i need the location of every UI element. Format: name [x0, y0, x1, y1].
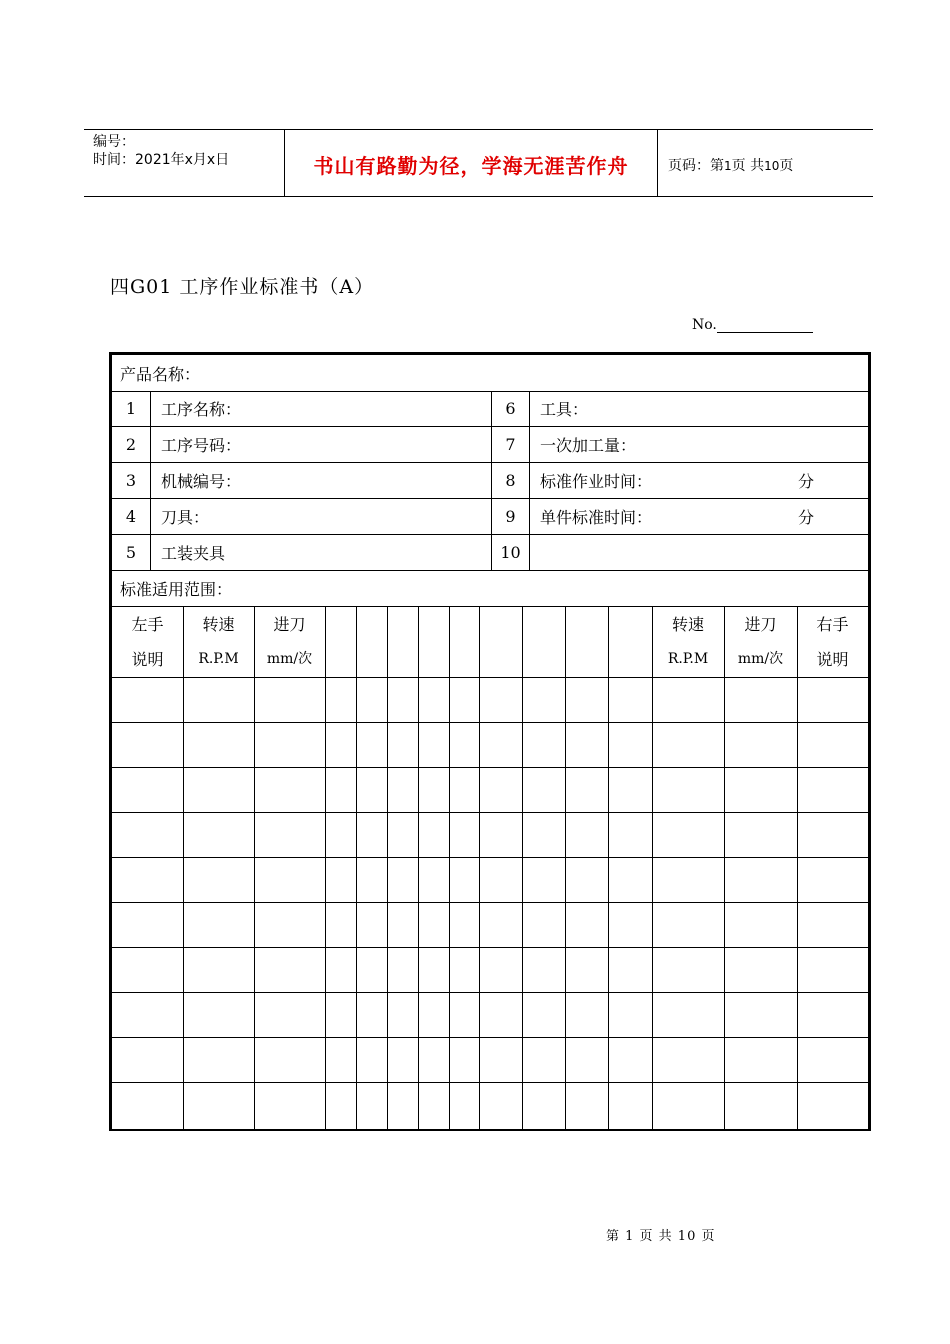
grid-column-line — [449, 607, 450, 1129]
info-row — [112, 535, 868, 571]
grid-column-line — [522, 607, 523, 1129]
grid-row-line — [112, 767, 868, 768]
scope-label: 标准适用范围： — [120, 580, 233, 599]
item-label: 刀具： — [150, 499, 491, 534]
grid-column-line — [652, 607, 653, 1129]
product-name-row — [112, 355, 868, 392]
product-name-label: 产品名称： — [120, 364, 201, 384]
item-label: 工序名称： — [150, 391, 491, 426]
grid-column-line — [724, 607, 725, 1129]
doc-number — [692, 317, 813, 333]
grid-row-line — [112, 857, 868, 858]
item-label — [529, 535, 868, 570]
header-bottom-rule — [84, 196, 873, 197]
item-unit: 分 — [798, 508, 815, 527]
grid-row-line — [112, 1082, 868, 1083]
item-number: 6 — [491, 391, 529, 426]
document-title: 四G01 工序作业标准书（A） — [110, 276, 375, 298]
grid-row-line — [112, 812, 868, 813]
grid-header-left-speed: 转速 R.P.M — [198, 615, 239, 667]
page-total: 10 — [764, 159, 780, 173]
doc-number-blank — [717, 317, 813, 333]
item-label: 标准作业时间： — [529, 463, 868, 498]
grid-row-line — [112, 677, 868, 678]
grid-column-line — [254, 607, 255, 1129]
grid-row-line — [112, 902, 868, 903]
item-label: 机械编号： — [150, 463, 491, 498]
item-number: 8 — [491, 463, 529, 498]
page-current: 1 — [724, 159, 732, 173]
item-number: 9 — [491, 499, 529, 534]
item-unit: 分 — [798, 472, 815, 491]
grid-header-left-feed: 进刀 mm/次 — [266, 615, 313, 667]
grid-column-line — [387, 607, 388, 1129]
header-time-label: 时间：2021年x月x日 — [93, 152, 230, 168]
item-number: 3 — [125, 471, 137, 490]
grid-column-line — [418, 607, 419, 1129]
page-prefix: 页码：第 — [668, 158, 724, 174]
item-number: 7 — [491, 427, 529, 462]
grid-row-line — [112, 1037, 868, 1038]
page-suffix: 页 — [779, 158, 794, 174]
grid-column-line — [797, 607, 798, 1129]
grid-row-line — [112, 947, 868, 948]
work-standard-form — [109, 352, 871, 1131]
grid-column-line — [608, 607, 609, 1129]
grid-header-right-feed: 进刀 mm/次 — [737, 615, 784, 667]
item-number: 10 — [491, 535, 529, 570]
doc-number-label: No. — [692, 317, 717, 333]
grid-column-line — [325, 607, 326, 1129]
grid-header-left-hand: 左手 说明 — [131, 615, 164, 669]
page-footer: 第 1 页 共 10 页 — [606, 1229, 716, 1244]
item-label: 一次加工量： — [529, 427, 868, 462]
item-number: 4 — [125, 507, 137, 526]
grid-row-line — [112, 992, 868, 993]
header-divider-2 — [657, 129, 658, 197]
header-number-label: 编号： — [93, 134, 135, 150]
grid-column-line — [356, 607, 357, 1129]
header-page-info — [668, 155, 793, 175]
grid-column-line — [479, 607, 480, 1129]
scope-row — [112, 571, 868, 607]
header-top-rule — [84, 129, 873, 130]
grid-column-line — [565, 607, 566, 1129]
header-meta — [93, 133, 229, 169]
info-row — [112, 499, 868, 535]
item-label: 单件标准时间： — [529, 499, 868, 534]
item-number: 1 — [125, 399, 137, 418]
info-row — [112, 427, 868, 463]
info-row — [112, 463, 868, 499]
info-row — [112, 391, 868, 427]
grid-column-line — [183, 607, 184, 1129]
item-number: 2 — [125, 435, 137, 454]
page-mid: 页 共 — [731, 158, 765, 174]
item-label: 工序号码： — [150, 427, 491, 462]
item-label: 工装夹具 — [150, 535, 491, 570]
item-number: 5 — [125, 543, 137, 562]
grid-header-right-hand: 右手 说明 — [816, 615, 849, 669]
item-label: 工具： — [529, 391, 868, 426]
grid-header-right-speed: 转速 R.P.M — [667, 615, 709, 667]
header-motto: 书山有路勤为径，学海无涯苦作舟 — [313, 154, 629, 178]
grid-row-line — [112, 722, 868, 723]
